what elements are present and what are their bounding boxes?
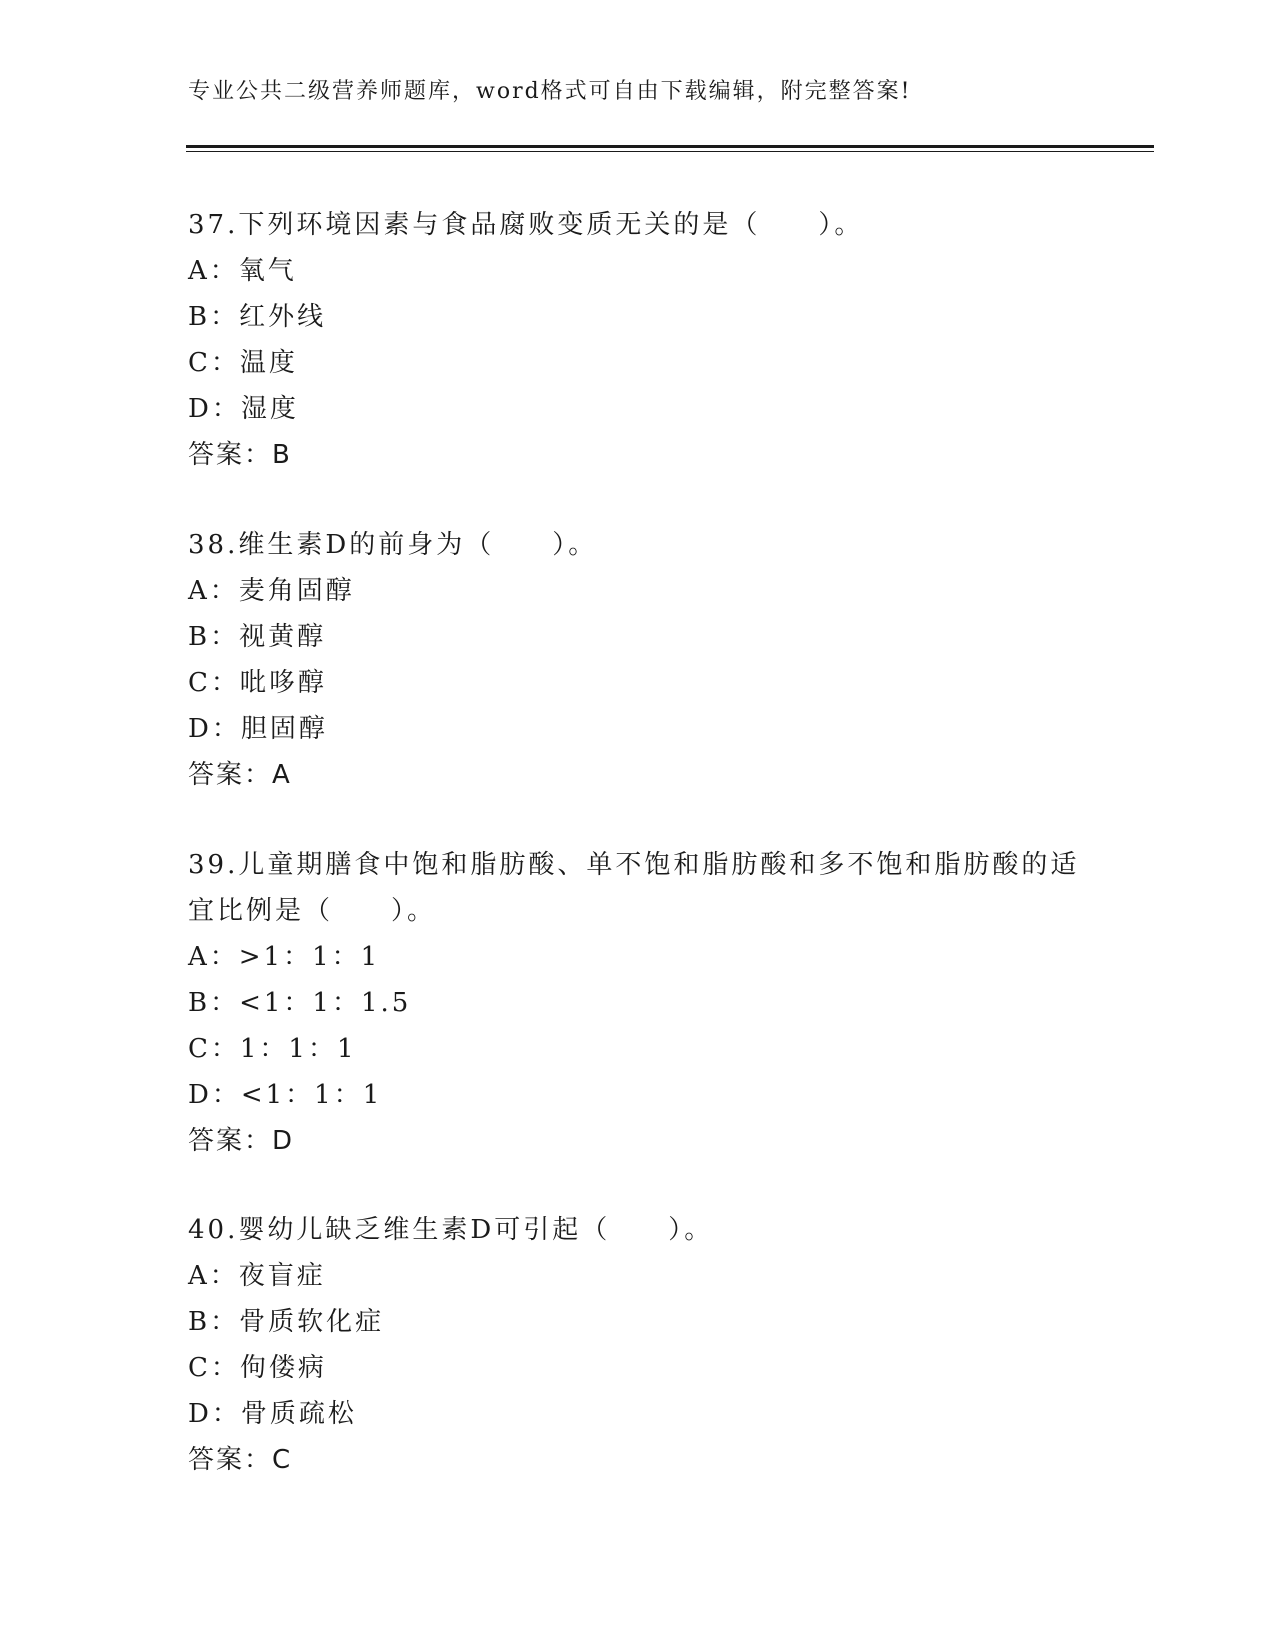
question-37 <box>188 202 1088 478</box>
option-b: B：视黄醇 <box>188 622 327 652</box>
question-stem: 40.婴幼儿缺乏维生素D可引起（ ）。 <box>188 1215 714 1245</box>
option-a: A：>1：1：1 <box>188 942 381 972</box>
option-c: C：佝偻病 <box>188 1353 327 1383</box>
option-d: D：胆固醇 <box>188 714 328 744</box>
question-40 <box>188 1207 1088 1483</box>
option-d: D：<1：1：1 <box>188 1080 383 1110</box>
option-a: A：夜盲症 <box>188 1261 326 1291</box>
option-a: A：氧气 <box>188 256 297 286</box>
answer-line: 答案：A <box>188 760 292 790</box>
question-39 <box>188 842 1088 1164</box>
option-d: D：湿度 <box>188 394 299 424</box>
option-b: B：骨质软化症 <box>188 1307 385 1337</box>
question-stem: 39.儿童期膳食中饱和脂肪酸、单不饱和脂肪酸和多不饱和脂肪酸的适宜比例是（ ）。 <box>188 850 1080 926</box>
option-b: B：红外线 <box>188 302 327 332</box>
option-c: C：1：1：1 <box>188 1034 357 1064</box>
option-c: C：吡哆醇 <box>188 668 327 698</box>
answer-line: 答案：C <box>188 1445 293 1475</box>
question-stem: 37.下列环境因素与食品腐败变质无关的是（ ）。 <box>188 210 864 240</box>
option-a: A：麦角固醇 <box>188 576 355 606</box>
option-c: C：温度 <box>188 348 298 378</box>
header-rule-thin <box>186 151 1154 152</box>
question-38 <box>188 522 1088 798</box>
question-stem: 38.维生素D的前身为（ ）。 <box>188 530 598 560</box>
option-d: D：骨质疏松 <box>188 1399 357 1429</box>
answer-line: 答案：D <box>188 1126 295 1156</box>
header-rule-thick <box>186 145 1154 148</box>
option-b: B：<1：1：1.5 <box>188 988 412 1018</box>
document-header: 专业公共二级营养师题库，word格式可自由下载编辑，附完整答案! <box>188 79 912 104</box>
answer-line: 答案：B <box>188 440 292 470</box>
